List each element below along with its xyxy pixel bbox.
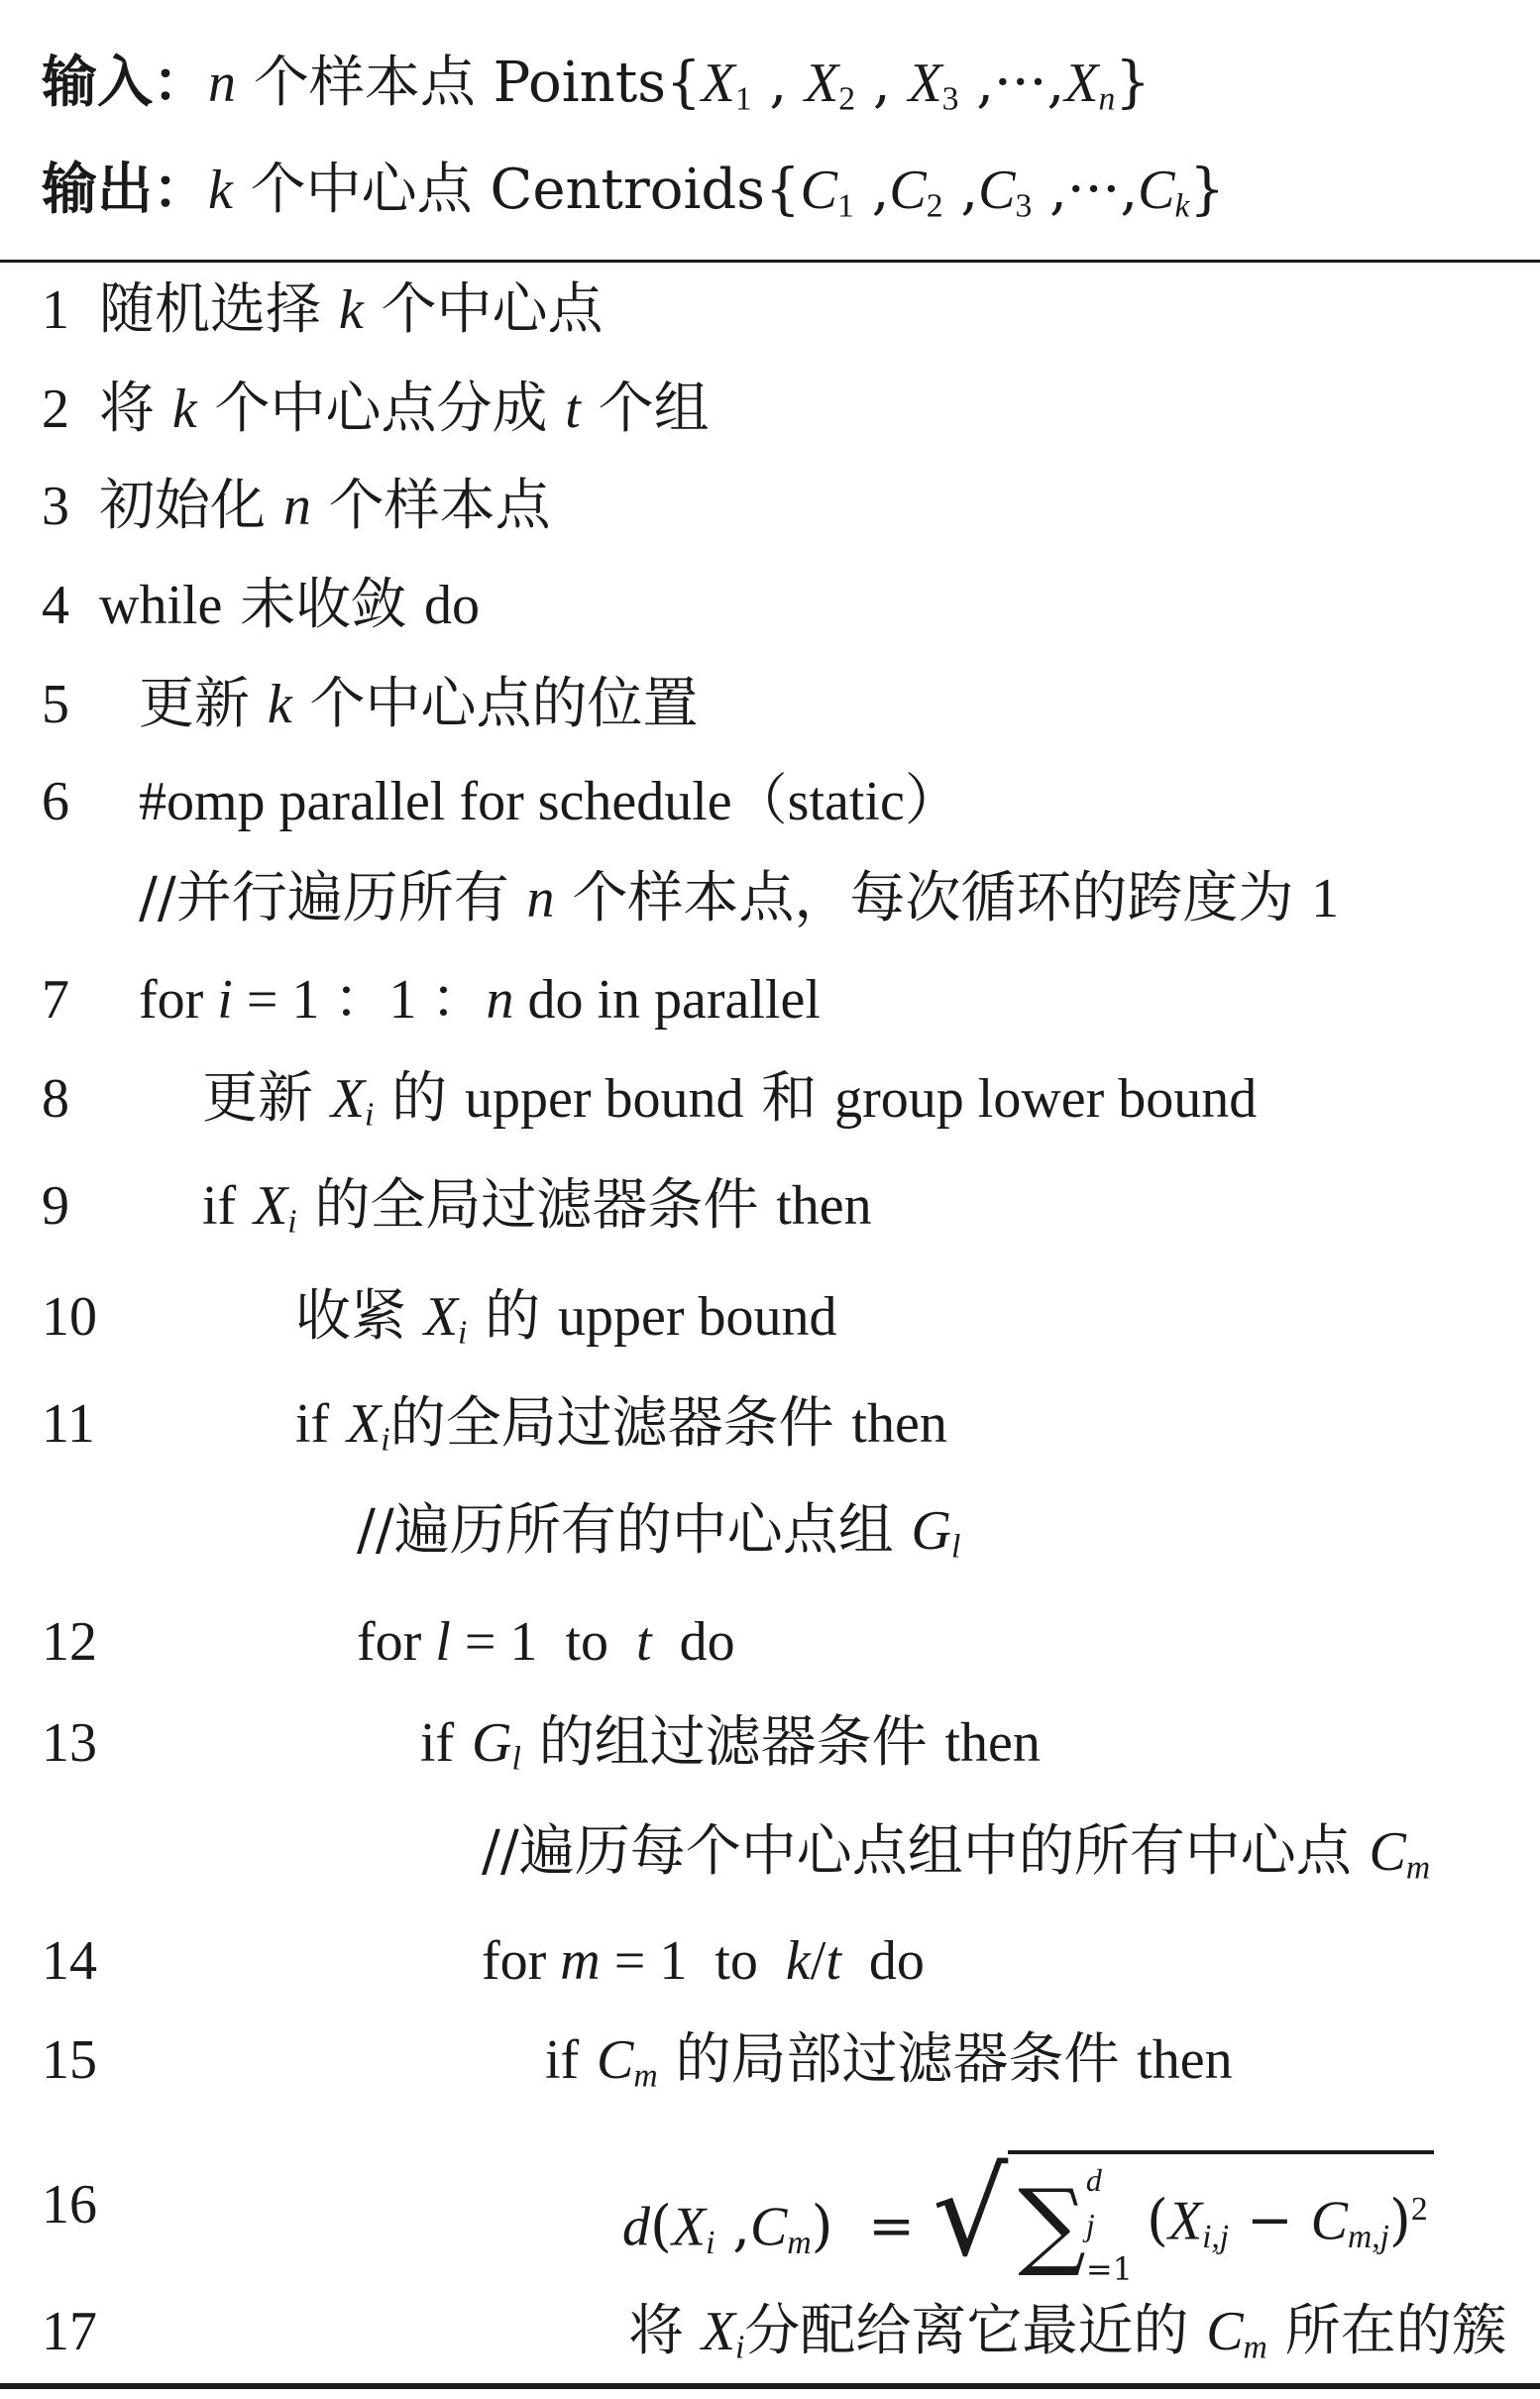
input-label: 输入： [42,50,208,115]
line-number: 7 [42,969,69,1031]
line-number: 4 [42,575,69,636]
bottom-rule [0,2383,1540,2389]
distance-formula: $d(X_i$ $,C_m$) = √ ∑ d j =1 $(X_{i,j} - C_{m,j})^2$ [622,2160,1434,2301]
line-6-text: #omp parallel for schedule（static） [139,771,960,832]
line-number: 5 [42,674,69,735]
line-number: 17 [42,2301,97,2362]
line-number: 12 [42,1611,97,1673]
output-text: 个中心点 Centroids{ [250,158,801,222]
output-label: 输出： [42,157,208,222]
header-rule [0,260,1540,263]
line-number: 9 [42,1175,69,1237]
line-number: 13 [42,1712,97,1774]
line-number: 6 [42,771,69,832]
line-number: 3 [42,476,69,537]
line-number: 15 [42,2029,97,2091]
line-number: 10 [42,1286,97,1348]
line-number: 8 [42,1068,69,1130]
line-number: 1 [42,279,69,341]
line-number: 2 [42,379,69,440]
line-number: 14 [42,1930,97,1992]
line-number: 16 [42,2174,97,2235]
line-number: 11 [42,1393,95,1455]
input-text: 个样本点 Points{ [253,51,702,115]
